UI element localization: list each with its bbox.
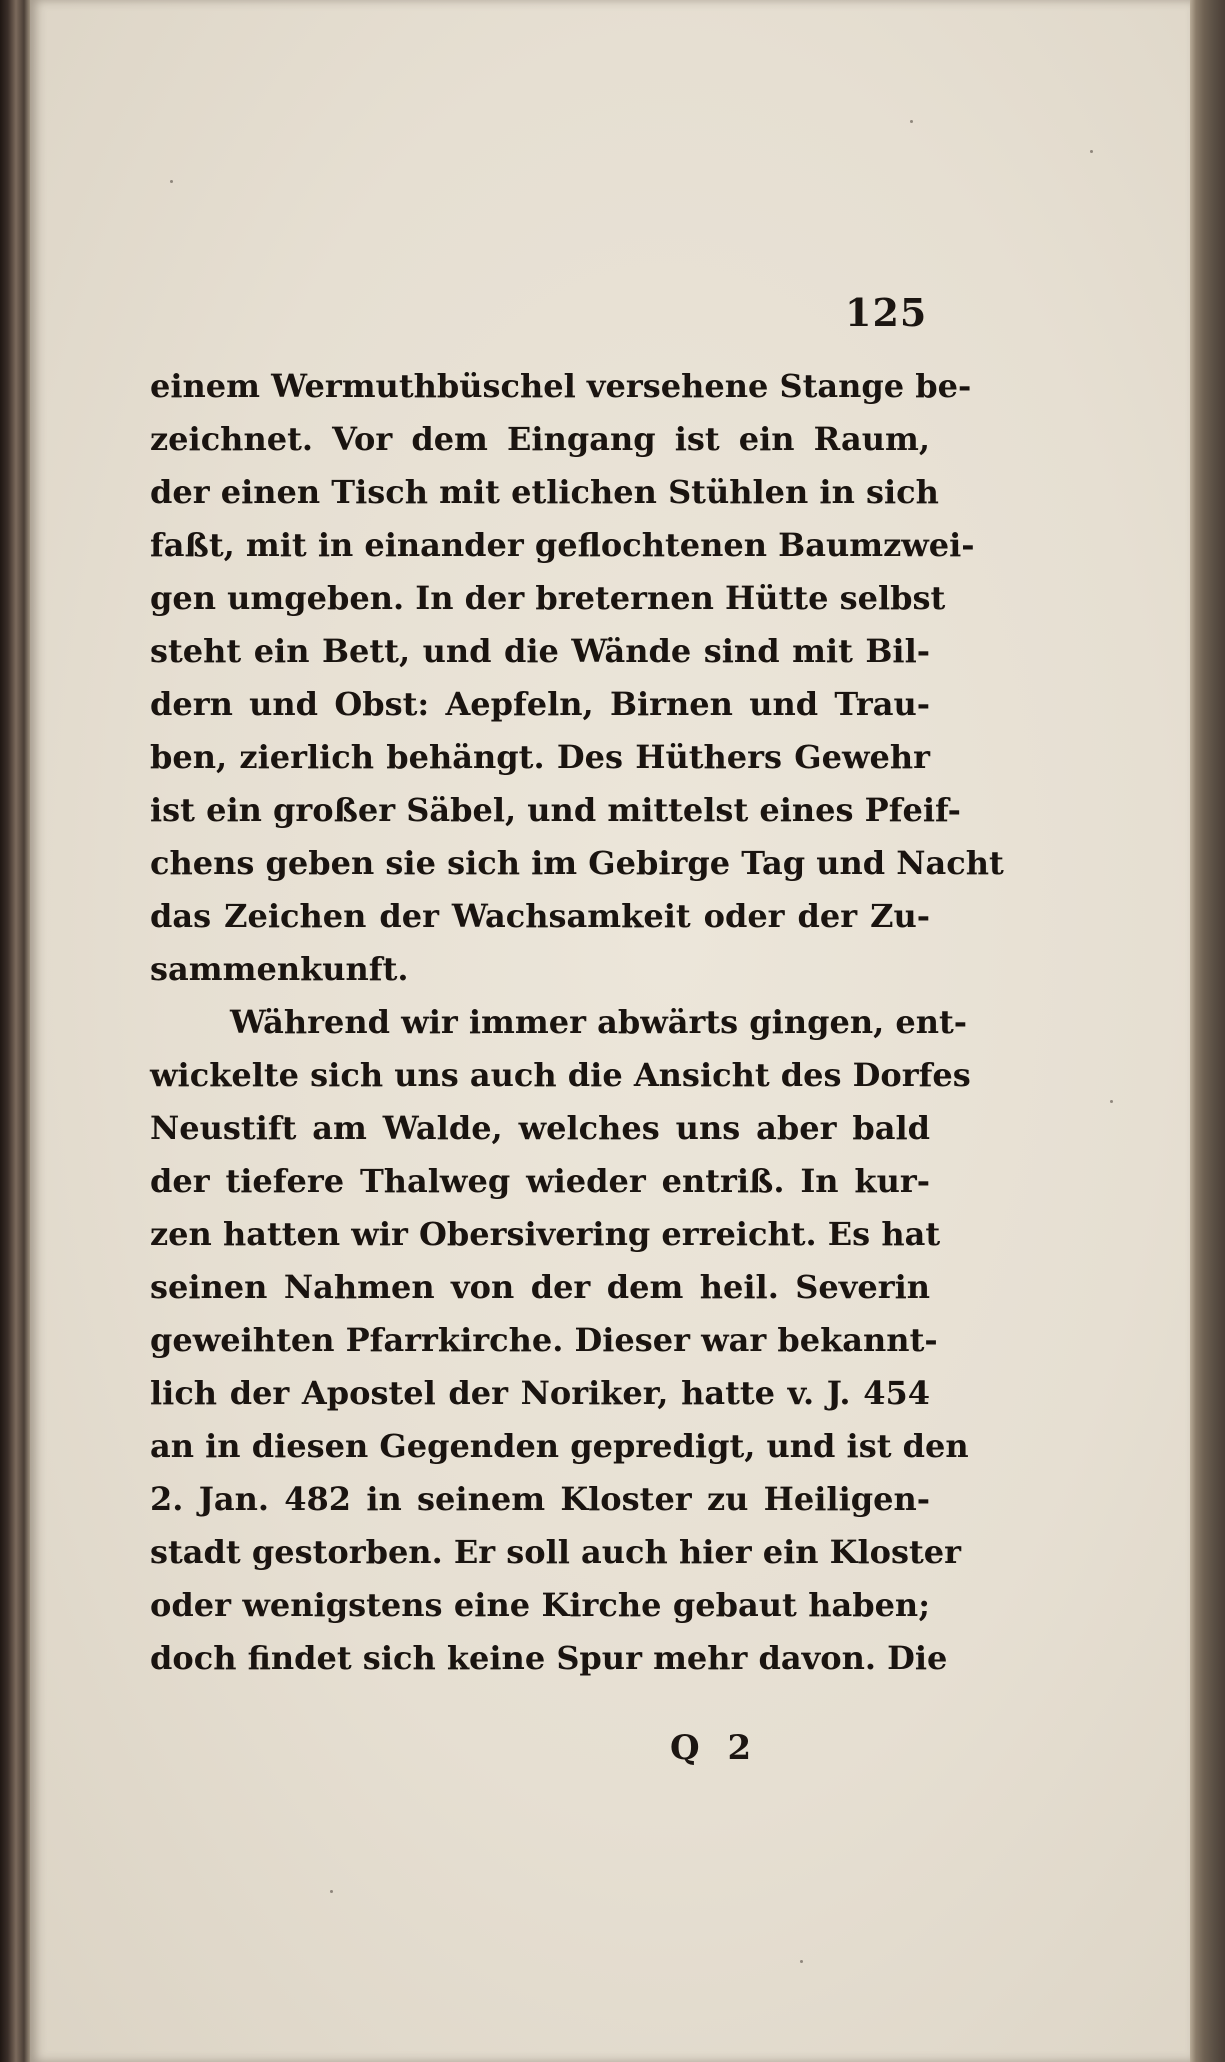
text-line: geweihten Pfarrkirche. Dieser war bekannt- — [150, 1321, 938, 1359]
paper-speck — [330, 1890, 333, 1893]
paper-speck — [1110, 1100, 1113, 1103]
text-line: doch findet sich keine Spur mehr davon. Die — [150, 1639, 948, 1677]
text-line: der einen Tisch mit etlichen Stühlen in sich — [150, 473, 939, 511]
signature-mark: Q 2 — [670, 1728, 760, 1768]
text-line: gen umgeben. In der breternen Hütte selbst — [150, 579, 946, 617]
text-line: Neustift am Walde, welches uns aber bald — [150, 1109, 930, 1147]
text-line: dern und Obst: Aepfeln, Birnen und Trau- — [150, 685, 930, 723]
text-line: der tiefere Thalweg wieder entriß. In kur- — [150, 1162, 930, 1200]
text-line: das Zeichen der Wachsamkeit oder der Zu- — [150, 897, 930, 935]
text-line: seinen Nahmen von der dem heil. Severin — [150, 1268, 930, 1306]
paper-speck — [910, 120, 913, 123]
text-line: an in diesen Gegenden gepredigt, und ist den — [150, 1427, 969, 1465]
paper-speck — [1090, 150, 1093, 153]
text-line: chens geben sie sich im Gebirge Tag und Nacht — [150, 844, 1004, 882]
paper-speck — [170, 180, 173, 183]
text-line: steht ein Bett, und die Wände sind mit Bil- — [150, 632, 930, 670]
text-line: wickelte sich uns auch die Ansicht des Dorfes — [150, 1056, 971, 1094]
text-line: zeichnet. Vor dem Eingang ist ein Raum, — [150, 420, 930, 458]
body-text — [150, 360, 1004, 1685]
text-line: 2. Jan. 482 in seinem Kloster zu Heiligen- — [150, 1480, 930, 1518]
text-line: oder wenigstens eine Kirche gebaut haben; — [150, 1586, 930, 1624]
page-number: 125 — [845, 290, 928, 335]
paper-speck — [800, 1960, 803, 1963]
paragraph-start-line: Während wir immer abwärts gingen, ent- — [230, 1003, 968, 1041]
text-line: sammenkunft. — [150, 950, 409, 988]
text-line: faßt, mit in einander geflochtenen Baumzwei- — [150, 526, 975, 564]
page-edge — [1190, 0, 1225, 2062]
text-line: ist ein großer Säbel, und mittelst eines Pfeif- — [150, 791, 961, 829]
text-line: einem Wermuthbüschel versehene Stange be- — [150, 367, 972, 405]
text-line: ben, zierlich behängt. Des Hüthers Gewehr — [150, 738, 930, 776]
book-gutter — [0, 0, 30, 2062]
text-line: zen hatten wir Obersivering erreicht. Es hat — [150, 1215, 941, 1253]
text-line: lich der Apostel der Noriker, hatte v. J. 454 — [150, 1374, 930, 1412]
text-line: stadt gestorben. Er soll auch hier ein Kloster — [150, 1533, 961, 1571]
